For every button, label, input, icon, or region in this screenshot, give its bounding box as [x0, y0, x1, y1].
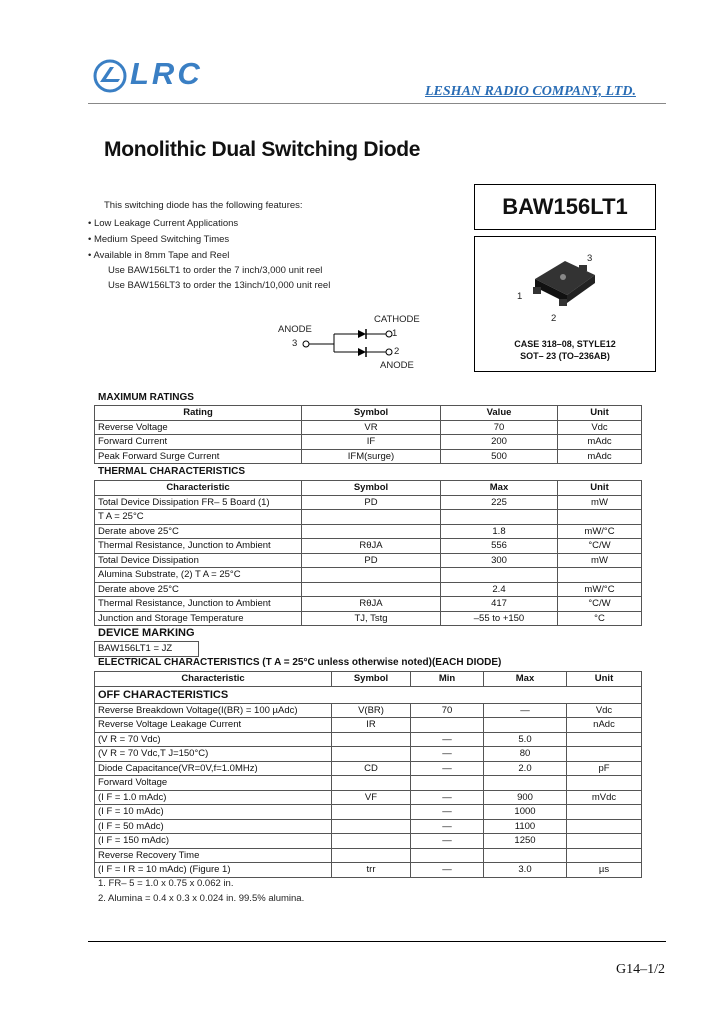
- table-row: (I F = 50 mAdc) — 1100: [95, 819, 642, 834]
- col-header: Symbol: [302, 481, 441, 496]
- table-row: Alumina Substrate, (2) T A = 25°C: [95, 568, 642, 583]
- col-header: Unit: [558, 406, 642, 421]
- table-row: Total Device Dissipation PD 300 mW: [95, 553, 642, 568]
- col-header: Max: [484, 672, 567, 687]
- col-header: Value: [441, 406, 558, 421]
- schematic-anode-bottom-label: ANODE: [380, 360, 414, 371]
- logo-text: LRC: [130, 56, 203, 91]
- table-row: (I F = 150 mAdc) — 1250: [95, 834, 642, 849]
- page-title: Monolithic Dual Switching Diode: [104, 138, 421, 161]
- device-marking-title: DEVICE MARKING: [98, 627, 195, 639]
- table-row: Reverse Voltage Leakage Current IR nAdc: [95, 718, 642, 733]
- table-row: Junction and Storage Temperature TJ, Tstg –55 to +150 °C: [95, 611, 642, 626]
- table-row: Reverse Voltage VR 70 Vdc: [95, 420, 642, 435]
- table-row: Reverse Recovery Time: [95, 848, 642, 863]
- order-info-reel7: Use BAW156LT1 to order the 7 inch/3,000 unit reel: [108, 265, 323, 276]
- package-pin2: 2: [551, 313, 557, 324]
- feature-item: • Medium Speed Switching Times: [88, 234, 230, 245]
- col-header: Characteristic: [95, 672, 332, 687]
- diode-symbol-icon: [270, 310, 430, 380]
- footer-rule: [88, 941, 666, 942]
- thermal-table: [94, 480, 642, 626]
- company-name: LESHAN RADIO COMPANY, LTD.: [425, 84, 636, 99]
- electrical-title: ELECTRICAL CHARACTERISTICS (T A = 25°C unless otherwise noted)(EACH DIODE): [98, 657, 502, 668]
- order-info-reel13: Use BAW156LT3 to order the 13inch/10,000 unit reel: [108, 280, 331, 291]
- col-header: Unit: [558, 481, 642, 496]
- package-pin3: 3: [587, 253, 593, 264]
- feature-item: • Available in 8mm Tape and Reel: [88, 250, 230, 261]
- feature-item: • Low Leakage Current Applications: [88, 218, 239, 229]
- schematic-cathode-label: CATHODE: [374, 314, 420, 325]
- table-row: Reverse Breakdown Voltage(I(BR) = 100 µAdc) V(BR) 70 — Vdc: [95, 703, 642, 718]
- features-intro: This switching diode has the following features:: [104, 200, 303, 211]
- col-header: Rating: [95, 406, 302, 421]
- schematic: [270, 310, 430, 380]
- max-ratings-title: MAXIMUM RATINGS: [98, 392, 194, 403]
- col-header: Symbol: [302, 406, 441, 421]
- max-ratings-table: [94, 405, 642, 464]
- part-number-box: BAW156LT1: [474, 184, 656, 230]
- package-sot: SOT– 23 (TO–236AB): [520, 351, 610, 361]
- table-row: Diode Capacitance(VR=0V,f=1.0MHz) CD — 2.0 pF: [95, 761, 642, 776]
- table-row: Thermal Resistance, Junction to Ambient RθJA 556 °C/W: [95, 539, 642, 554]
- logo: [92, 56, 232, 96]
- col-header: Max: [441, 481, 558, 496]
- device-marking-value: BAW156LT1 = JZ: [94, 641, 199, 657]
- col-header: Symbol: [332, 672, 411, 687]
- footnote: 2. Alumina = 0.4 x 0.3 x 0.024 in. 99.5% alumina.: [98, 893, 305, 904]
- page-number: G14–1/2: [616, 962, 665, 977]
- table-row: (I F = 1.0 mAdc) VF — 900 mVdc: [95, 790, 642, 805]
- table-row: T A = 25°C: [95, 510, 642, 525]
- col-header: Unit: [567, 672, 642, 687]
- schematic-pin1: 1: [392, 328, 398, 339]
- table-row: Forward Current IF 200 mAdc: [95, 435, 642, 450]
- table-row: Forward Voltage: [95, 776, 642, 791]
- schematic-pin2: 2: [394, 346, 400, 357]
- table-row: Derate above 25°C 1.8 mW/°C: [95, 524, 642, 539]
- header-rule: [88, 103, 666, 104]
- table-row: (I F = 10 mAdc) — 1000: [95, 805, 642, 820]
- off-characteristics-heading: OFF CHARACTERISTICS: [95, 686, 642, 703]
- table-row: Derate above 25°C 2.4 mW/°C: [95, 582, 642, 597]
- table-row: Total Device Dissipation FR– 5 Board (1) PD 225 mW: [95, 495, 642, 510]
- schematic-anode-label: ANODE: [278, 324, 312, 335]
- thermal-title: THERMAL CHARACTERISTICS: [98, 466, 246, 477]
- col-header: Characteristic: [95, 481, 302, 496]
- table-row: (V R = 70 Vdc,T J=150°C) — 80: [95, 747, 642, 762]
- package-box: [474, 236, 656, 372]
- electrical-table: [94, 671, 642, 878]
- table-row: Peak Forward Surge Current IFM(surge) 500 mAdc: [95, 449, 642, 464]
- table-row: (I F = I R = 10 mAdc) (Figure 1) trr — 3.0 µs: [95, 863, 642, 878]
- sot23-package-icon: [475, 237, 655, 327]
- package-pin1: 1: [517, 291, 523, 302]
- package-case: CASE 318–08, STYLE12: [514, 339, 616, 349]
- logo-emblem-icon: [92, 58, 128, 94]
- col-header: Min: [411, 672, 484, 687]
- table-row: (V R = 70 Vdc) — 5.0: [95, 732, 642, 747]
- footnote: 1. FR– 5 = 1.0 x 0.75 x 0.062 in.: [98, 878, 234, 889]
- table-row: Thermal Resistance, Junction to Ambient RθJA 417 °C/W: [95, 597, 642, 612]
- schematic-pin3: 3: [292, 338, 298, 349]
